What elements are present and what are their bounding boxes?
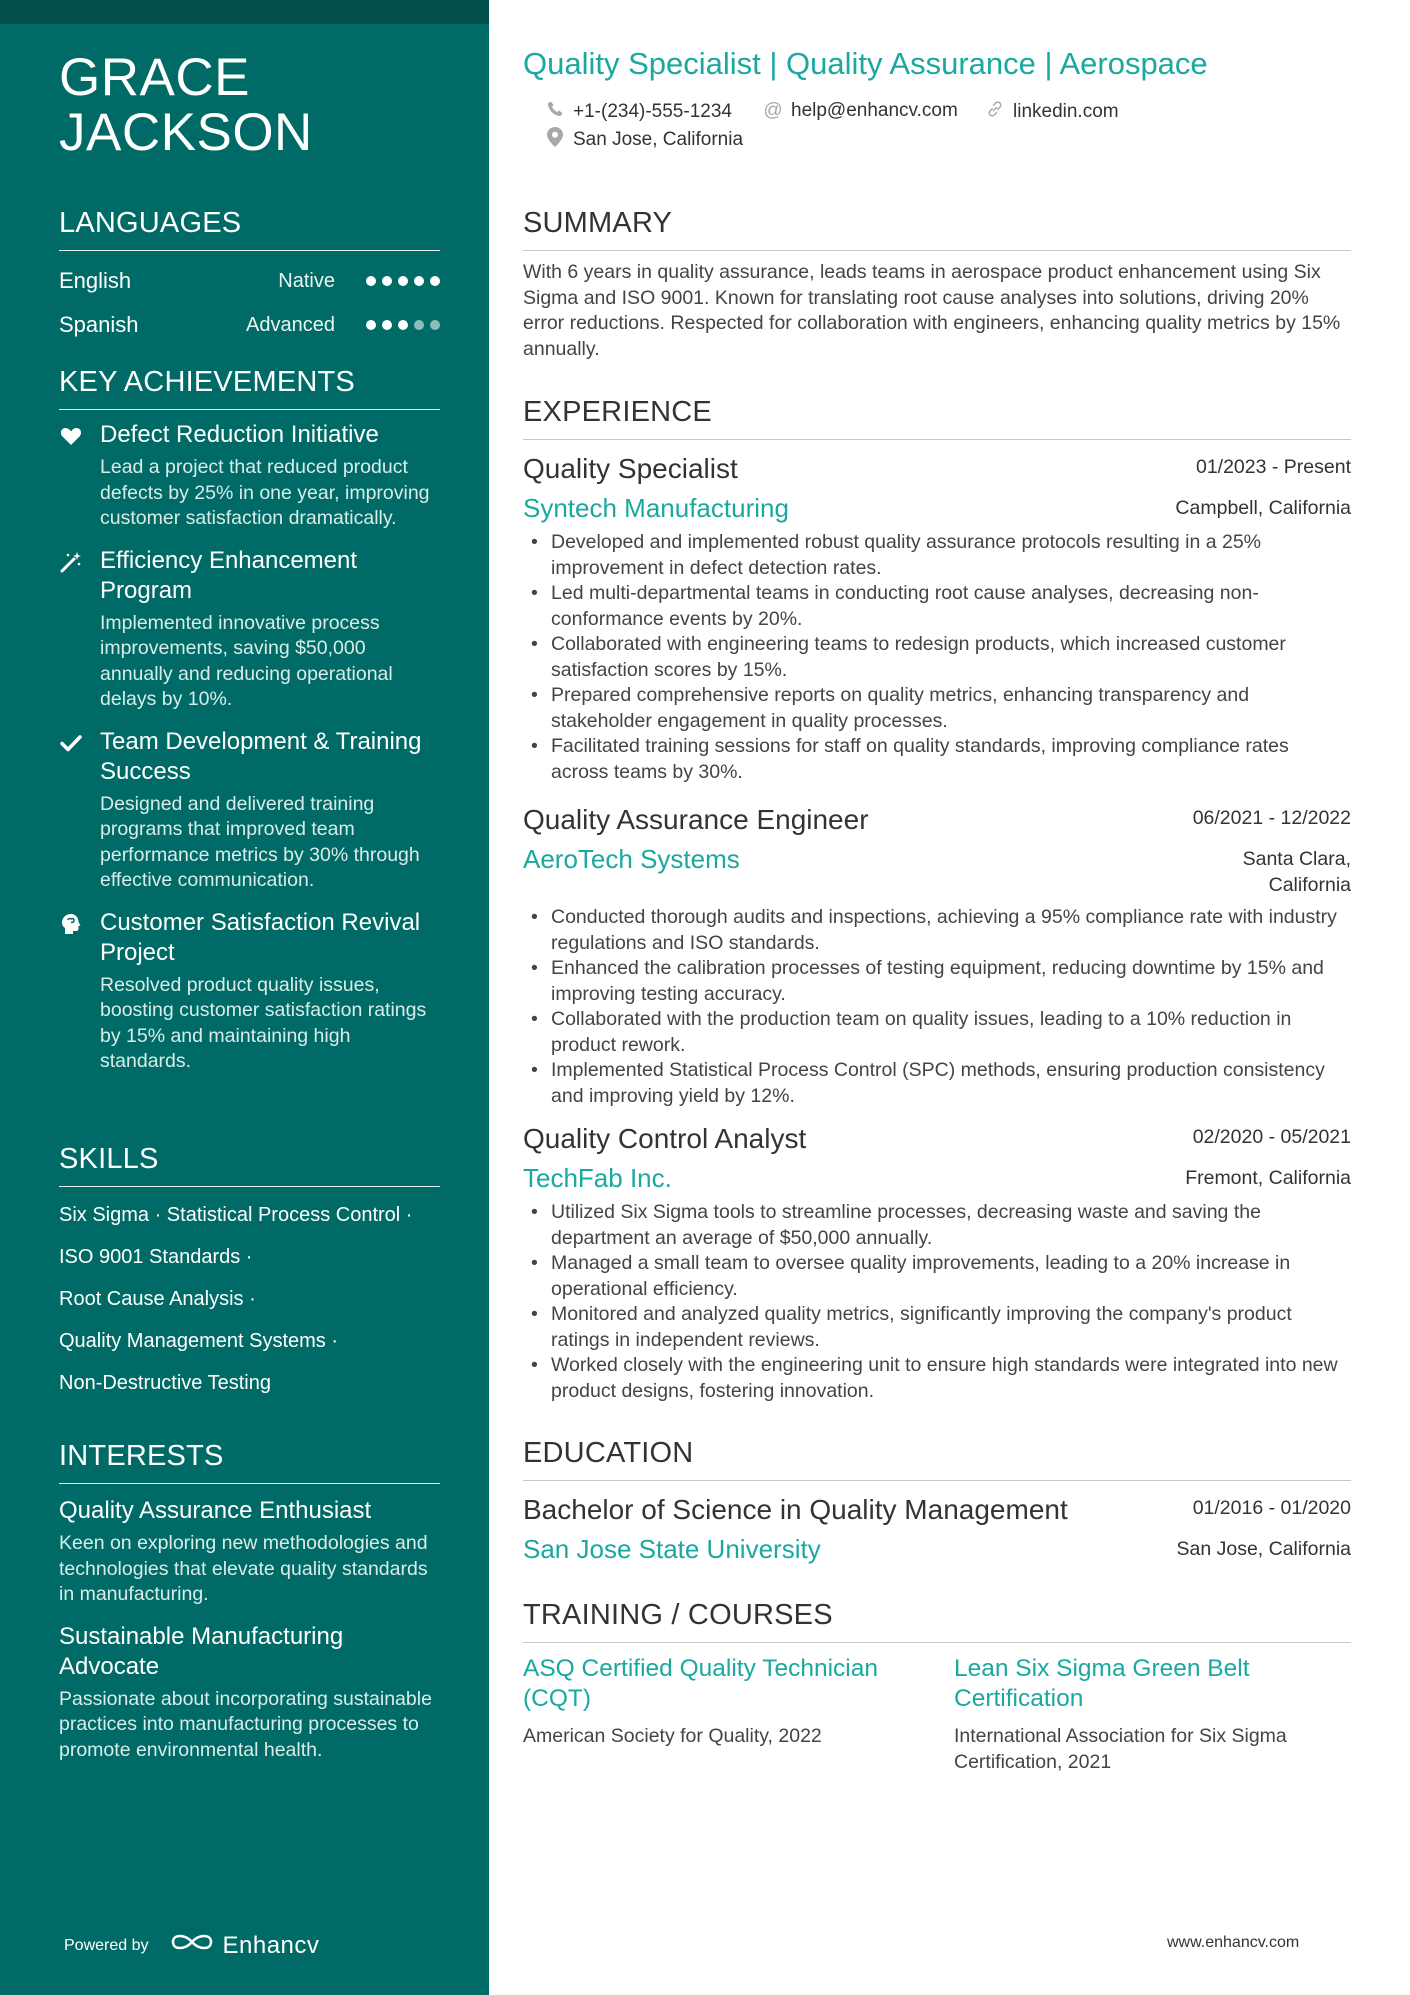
rating-dot	[398, 320, 408, 330]
languages-heading: LANGUAGES	[59, 206, 440, 251]
heart-icon	[59, 424, 83, 448]
job-title: Quality Specialist	[523, 453, 738, 484]
job-bullets	[523, 905, 1351, 1109]
course-title: ASQ Certified Quality Technician (CQT)	[523, 1655, 878, 1712]
contact-location	[545, 127, 743, 153]
rating-dot	[382, 320, 392, 330]
summary-section	[523, 206, 1351, 362]
at-icon: @	[763, 100, 783, 121]
rating-dot	[430, 320, 440, 330]
check-icon	[59, 731, 83, 755]
company-name: TechFab Inc.	[523, 1163, 672, 1193]
job-bullet: • Developed and implemented robust quality assurance protocols resulting in a 25% improvement in defect detection rates.	[523, 530, 1351, 581]
skill-line: Root Cause Analysis ·	[59, 1288, 256, 1310]
language-rating	[366, 276, 440, 286]
candidate-name	[59, 50, 459, 160]
enhancv-logo-icon	[169, 1930, 215, 1961]
language-name: English	[59, 268, 132, 293]
education-dates: 01/2016 - 01/2020	[1192, 1497, 1351, 1519]
achievement-item	[59, 727, 440, 894]
location-pin-icon	[545, 127, 565, 153]
training-section	[523, 1598, 1351, 1643]
contact-phone	[545, 100, 732, 124]
last-name: JACKSON	[59, 103, 313, 162]
achievement-item	[59, 908, 440, 1075]
school-name: San Jose State University	[523, 1534, 821, 1564]
rating-dot	[430, 276, 440, 286]
enhancv-brand: Enhancv	[222, 1931, 320, 1959]
job-bullet: • Led multi-departmental teams in conducting root cause analyses, decreasing non-conformance events by 20%.	[523, 581, 1351, 632]
achievement-item	[59, 546, 440, 713]
job-title: Quality Control Analyst	[523, 1123, 807, 1154]
first-name: GRACE	[59, 48, 250, 107]
contact-link	[985, 100, 1119, 124]
job-dates: 06/2021 - 12/2022	[1192, 807, 1351, 829]
job-bullet: • Conducted thorough audits and inspections, achieving a 95% compliance rate with industry regulations and ISO standards.	[523, 905, 1351, 956]
rating-dot	[398, 276, 408, 286]
language-row	[59, 303, 440, 347]
education-heading: EDUCATION	[523, 1436, 1351, 1481]
interest-title: Sustainable Manufacturing Advocate	[59, 1622, 344, 1680]
skills-section	[59, 1142, 440, 1404]
skill-list	[59, 1194, 440, 1404]
job-location: Campbell, California	[1175, 497, 1351, 519]
phone-text[interactable]: +1-(234)-555-1234	[573, 101, 732, 122]
job-bullet: • Facilitated training sessions for staff on quality standards, improving compliance rates across teams by 30%.	[523, 734, 1351, 785]
job-entry	[523, 452, 1351, 785]
achievement-description: Lead a project that reduced product defects by 25% in one year, improving customer satisfaction dramatically.	[100, 456, 430, 529]
footer-site-link[interactable]: www.enhancv.com	[1167, 1934, 1300, 1951]
achievement-title: Team Development & Training Success	[100, 727, 422, 785]
achievement-description: Implemented innovative process improvements, saving $50,000 annually and reducing operational delays by 10%.	[100, 611, 393, 710]
education-section	[523, 1436, 1351, 1481]
interest-title: Quality Assurance Enthusiast	[59, 1497, 372, 1524]
language-rating	[366, 320, 440, 330]
job-bullets	[523, 1200, 1351, 1404]
job-bullet: • Collaborated with engineering teams to redesign products, which increased customer satisfaction scores by 15%.	[523, 632, 1351, 683]
job-title: Quality Assurance Engineer	[523, 804, 869, 835]
skill-line: Quality Management Systems ·	[59, 1330, 338, 1352]
interests-heading: INTERESTS	[59, 1439, 440, 1484]
achievements-section	[59, 365, 440, 1075]
link-icon	[985, 100, 1005, 124]
rating-dot	[414, 320, 424, 330]
achievement-item	[59, 420, 440, 532]
job-bullet: • Utilized Six Sigma tools to streamline processes, decreasing waste and saving the department an average of $50,000 annually.	[523, 1200, 1351, 1251]
head-brain-icon	[59, 912, 83, 936]
job-bullet: • Implemented Statistical Process Control (SPC) methods, ensuring production consistency and improving yield by 12%.	[523, 1058, 1351, 1109]
rating-dot	[382, 276, 392, 286]
rating-dot	[414, 276, 424, 286]
skill-line: ISO 9001 Standards ·	[59, 1246, 253, 1268]
job-location	[1243, 847, 1351, 898]
job-bullet: • Monitored and analyzed quality metrics, significantly improving the company's product ratings in independent reviews.	[523, 1302, 1351, 1353]
sidebar	[0, 0, 489, 1995]
job-location: Fremont, California	[1185, 1167, 1351, 1189]
experience-section	[523, 395, 1351, 440]
interest-description: Passionate about incorporating sustainable practices into manufacturing processes to promote environmental health.	[59, 1687, 432, 1761]
email-text[interactable]: help@enhancv.com	[791, 100, 958, 121]
skill-line: Non-Destructive Testing	[59, 1372, 271, 1394]
language-name: Spanish	[59, 312, 139, 337]
education-entry	[523, 1493, 1351, 1565]
company-name: AeroTech Systems	[523, 844, 740, 874]
achievement-title: Customer Satisfaction Revival Project	[100, 908, 421, 966]
skills-heading: SKILLS	[59, 1142, 440, 1187]
language-level: Advanced	[246, 313, 335, 336]
degree-title: Bachelor of Science in Quality Management	[523, 1494, 1068, 1525]
job-location-line: California	[1268, 873, 1351, 896]
achievements-heading: KEY ACHIEVEMENTS	[59, 365, 440, 410]
language-level: Native	[278, 269, 335, 292]
enhancv-logo[interactable]	[169, 1930, 320, 1961]
rating-dot	[366, 276, 376, 286]
summary-heading: SUMMARY	[523, 206, 1351, 251]
location-text: San Jose, California	[573, 129, 744, 150]
contact-email	[763, 100, 958, 122]
achievement-description: Designed and delivered training programs that improved team performance metrics by 30% through effective communication.	[100, 792, 420, 891]
headline: Quality Specialist | Quality Assurance | Aerospace	[523, 46, 1208, 81]
job-bullet: • Prepared comprehensive reports on quality metrics, enhancing transparency and stakeholder engagement in quality processes.	[523, 683, 1351, 734]
phone-icon	[545, 100, 565, 124]
job-entry	[523, 803, 1351, 1109]
course-organization: American Society for Quality, 2022	[523, 1725, 822, 1747]
training-heading: TRAINING / COURSES	[523, 1598, 1351, 1643]
job-bullet: • Managed a small team to oversee quality improvements, leading to a 20% increase in operational efficiency.	[523, 1251, 1351, 1302]
interest-description: Keen on exploring new methodologies and technologies that elevate quality standards in manufacturing.	[59, 1532, 428, 1605]
course-item	[523, 1654, 923, 1750]
summary-text: With 6 years in quality assurance, leads teams in aerospace product enhancement using Six Sigma and ISO 9001. Known for translating root cause analyses into solutions, driving 20% error reductions. Respected for collaboration with engineers, enhancing quality metrics by 15% annually.	[523, 261, 1341, 360]
job-bullet: • Enhanced the calibration processes of testing equipment, reducing downtime by 15% and improving testing accuracy.	[523, 956, 1351, 1007]
education-location: San Jose, California	[1176, 1538, 1351, 1560]
course-item	[954, 1654, 1351, 1775]
languages-section	[59, 206, 440, 347]
job-dates: 01/2023 - Present	[1195, 456, 1351, 478]
powered-by	[64, 1930, 319, 1961]
rating-dot	[366, 320, 376, 330]
sidebar-top-bar	[0, 0, 489, 24]
job-bullet: • Worked closely with the engineering unit to ensure high standards were integrated into new product designs, fostering innovation.	[523, 1353, 1351, 1404]
achievement-description: Resolved product quality issues, boosting customer satisfaction ratings by 15% and maintaining high standards.	[100, 973, 427, 1072]
achievement-title: Defect Reduction Initiative	[100, 421, 379, 448]
course-title: Lean Six Sigma Green Belt Certification	[954, 1655, 1250, 1712]
experience-heading: EXPERIENCE	[523, 395, 1351, 440]
job-entry	[523, 1122, 1351, 1404]
skill-line: Six Sigma · Statistical Process Control ·	[59, 1204, 413, 1226]
link-text[interactable]: linkedin.com	[1013, 101, 1119, 122]
company-name: Syntech Manufacturing	[523, 493, 789, 523]
achievement-title: Efficiency Enhancement Program	[100, 546, 358, 604]
job-dates: 02/2020 - 05/2021	[1192, 1126, 1351, 1148]
job-location-line: Santa Clara,	[1242, 848, 1351, 870]
language-row	[59, 259, 440, 303]
interests-section	[59, 1439, 440, 1763]
job-bullet: • Collaborated with the production team on quality issues, leading to a 10% reduction in product rework.	[523, 1007, 1351, 1058]
powered-by-label: Powered by	[64, 1936, 149, 1954]
job-bullets	[523, 530, 1351, 785]
magic-wand-icon	[59, 550, 83, 574]
course-organization: International Association for Six Sigma Certification, 2021	[954, 1725, 1287, 1773]
